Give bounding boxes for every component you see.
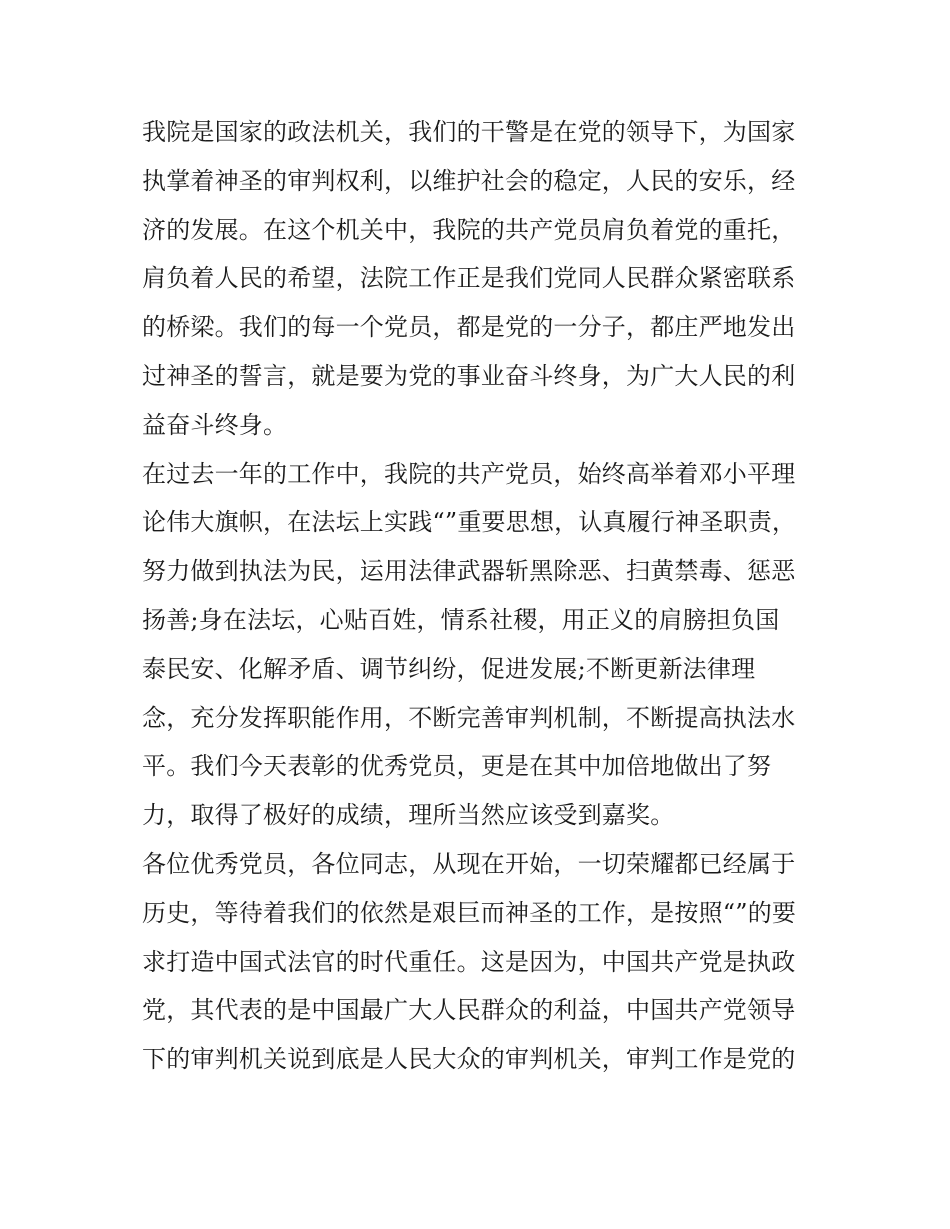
text-line: 念，充分发挥职能作用，不断完善审判机制，不断提高执法水: [142, 703, 796, 732]
text-line: 过神圣的誓言，就是要为党的事业奋斗终身，为广大人民的利: [142, 361, 796, 390]
text-line: 的桥梁。我们的每一个党员，都是党的一分子，都庄严地发出: [142, 313, 796, 342]
paragraph-2: [142, 450, 822, 840]
text-line: 力，取得了极好的成绩，理所当然应该受到嘉奖。: [142, 801, 675, 830]
text-line: 各位优秀党员，各位同志，从现在开始，一切荣耀都已经属于: [142, 849, 796, 878]
text-line: 努力做到执法为民，运用法律武器斩黑除恶、扫黄禁毒、惩恶: [142, 557, 796, 586]
text-line: 益奋斗终身。: [142, 410, 288, 439]
text-line: 济的发展。在这个机关中，我院的共产党员肩负着党的重托，: [142, 215, 796, 244]
text-line: 历史，等待着我们的依然是艰巨而神圣的工作，是按照“”的要: [142, 898, 797, 927]
text-line: 泰民安、化解矛盾、调节纠纷，促进发展;不断更新法律理: [142, 654, 756, 683]
paragraph-3: [142, 840, 822, 1084]
text-line: 肩负着人民的希望，法院工作正是我们党同人民群众紧密联系: [142, 264, 796, 293]
text-line: 党，其代表的是中国最广大人民群众的利益，中国共产党领导: [142, 996, 796, 1025]
paragraph-1: [142, 108, 822, 450]
text-line: 扬善;身在法坛，心贴百姓，情系社稷，用正义的肩膀担负国: [142, 605, 780, 634]
text-line: 在过去一年的工作中，我院的共产党员，始终高举着邓小平理: [142, 459, 796, 488]
text-line: 我院是国家的政法机关，我们的干警是在党的领导下，为国家: [142, 118, 796, 146]
text-line: 论伟大旗帜，在法坛上实践“”重要思想，认真履行神圣职责，: [142, 508, 797, 537]
text-line: 执掌着神圣的审判权利，以维护社会的稳定，人民的安乐，经: [142, 166, 796, 195]
text-line: 平。我们今天表彰的优秀党员，更是在其中加倍地做出了努: [142, 752, 772, 781]
text-line: 求打造中国式法官的时代重任。这是因为，中国共产党是执政: [142, 947, 796, 976]
text-line: 下的审判机关说到底是人民大众的审判机关，审判工作是党的: [142, 1045, 796, 1074]
document-body: [142, 108, 822, 1084]
